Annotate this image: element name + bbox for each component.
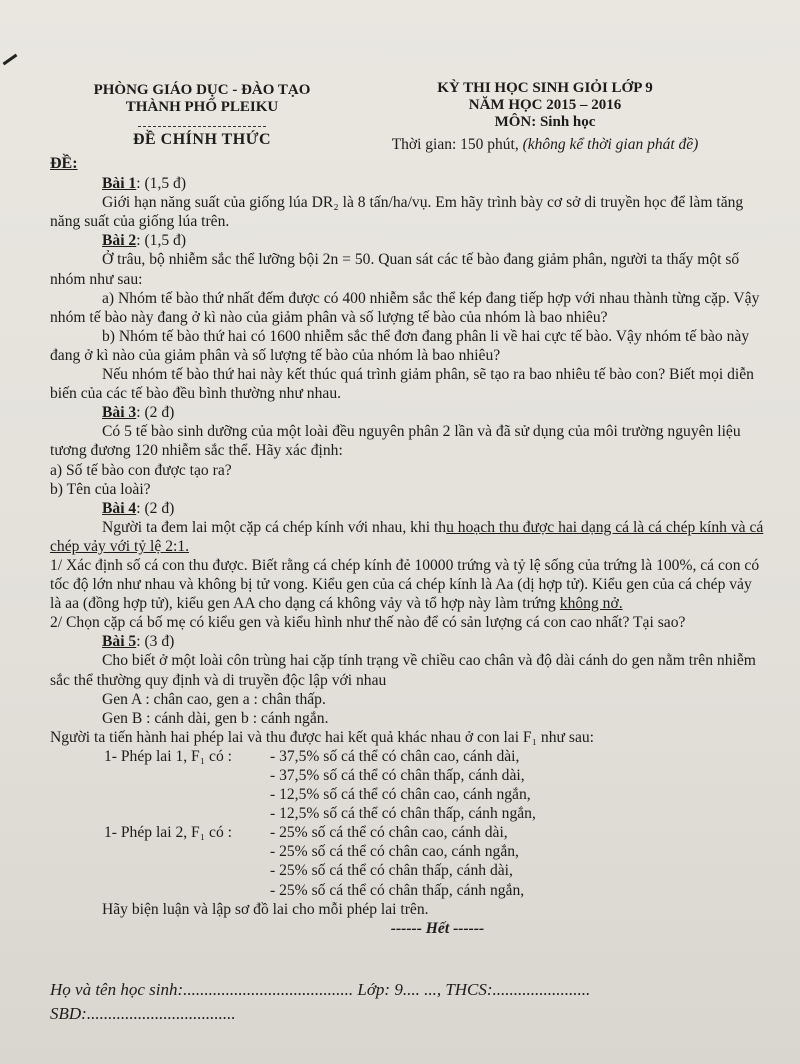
end-mark: ------ Hết ------ — [390, 919, 485, 937]
cross2-item: - 25% số cá thể có chân thấp, cánh dài, — [270, 862, 513, 880]
bai3-b: b) Tên của loài? — [50, 480, 151, 498]
bai4-q2: 2/ Chọn cặp cá bố mẹ có kiểu gen và kiểu hình như thế nào để có sản lượng cá con cao nhất? Tại sao? — [50, 614, 686, 632]
student-info — [50, 978, 790, 1026]
cross2-items — [270, 823, 765, 899]
header-divider — [138, 126, 266, 127]
bai2-b: b) Nhóm tế bào thứ hai có 1600 nhiễm sắc thể đơn đang phân li về hai cực tế bào. Vậy nhóm tế bào này đang ở kì nào của giảm phân và số lượng tế bào của nhóm là bao nhiêu? — [50, 327, 750, 364]
bai2-c: Nếu nhóm tế bào thứ hai này kết thúc quá trình giảm phân, sẽ tạo ra bao nhiêu tế bào con? Biết mọi diễn biến của các tế bào đều bình thường như nhau. — [50, 366, 754, 403]
bai5-closing: Hãy biện luận và lập sơ đồ lai cho mỗi phép lai trên. — [102, 900, 429, 918]
bai3-title: Bài 3 — [102, 404, 137, 422]
subject: MÔN: Sinh học — [494, 114, 596, 130]
bai5-title: Bài 5 — [102, 633, 137, 651]
bai4-intro — [50, 518, 765, 556]
cross2-results — [50, 823, 765, 899]
bai5-gen-a: Gen A : chân cao, gen a : chân thấp. — [102, 690, 326, 708]
school-year: NĂM HỌC 2015 – 2016 — [468, 97, 622, 113]
bai5-intro: Cho biết ở một loài côn trùng hai cặp tính trạng về chiều cao chân và độ dài cánh do gen nằm trên nhiễm sắc thể thường quy định và di truyền độc lập với nhau — [50, 652, 756, 689]
bai4-q1-text: 1/ Xác định số cá con thu được. Biết rằng cá chép kính đẻ 10000 trứng và tỷ lệ sống của trứng là 100%, cá con có tốc độ lớn như nhau và không bị tử vong. Kiểu gen của cá chép kính là Aa (dị hợp tử). Kiểu gen của cá chép vảy là aa (đồng hợp tử), kiểu gen AA cho dạng cá không vảy và tổ hợp này làm trứng — [50, 556, 760, 613]
bai4-q1 — [50, 556, 765, 613]
bai2-heading — [50, 231, 765, 250]
cross1-results — [50, 747, 765, 823]
de-label: ĐỀ: — [50, 155, 78, 172]
exam-title: KỲ THI HỌC SINH GIỎI LỚP 9 — [437, 80, 653, 96]
bai3-points: : (2 đ) — [136, 404, 175, 422]
time-limit — [370, 136, 720, 153]
time-note: (không kể thời gian phát đề) — [522, 136, 699, 153]
header-left — [86, 82, 318, 148]
bai4-intro-underlined: u hoạch thu được hai dạng cá là cá chép kính và cá chép vảy với tỷ lệ 2:1. — [50, 518, 764, 555]
cross2-item: - 25% số cá thể có chân cao, cánh ngắn, — [270, 843, 519, 861]
bai2-a: a) Nhóm tế bào thứ nhất đếm được có 400 nhiễm sắc thể kép đang tiếp hợp với nhau thành từng cặp. Vậy nhóm tế bào này đang ở kì nào của giảm phân và số lượng tế bào của nhóm là bao nhiêu? — [50, 289, 760, 326]
official-label: ĐỀ CHÍNH THỨC — [132, 131, 272, 148]
bai2-intro: Ở trâu, bộ nhiễm sắc thể lưỡng bội 2n = 50. Quan sát các tế bào đang giảm phân, người ta thấy một số nhóm như sau: — [50, 251, 740, 288]
bai4-intro-plain: Người ta đem lai một cặp cá chép kính với nhau, khi th — [102, 518, 447, 536]
bai4-points: : (2 đ) — [136, 499, 175, 517]
bai5-points: : (3 đ) — [136, 633, 175, 651]
bai3-heading — [50, 403, 765, 422]
cross1-item: - 37,5% số cá thể có chân thấp, cánh dài, — [270, 767, 525, 784]
bai4-title: Bài 4 — [102, 499, 137, 517]
exam-body — [50, 154, 765, 953]
bai2-title: Bài 2 — [102, 232, 137, 250]
cross1-item: - 12,5% số cá thể có chân thấp, cánh ngắn, — [270, 805, 536, 823]
cross1-item: - 12,5% số cá thể có chân cao, cánh ngắn, — [270, 786, 531, 804]
bai5-heading — [50, 632, 765, 651]
city-name: THÀNH PHỐ PLEIKU — [125, 99, 279, 115]
cross2-label: 1- Phép lai 2, F₁ có : — [104, 824, 233, 842]
header-right — [370, 80, 720, 153]
time-label: Thời gian: 150 phút, — [391, 136, 523, 153]
bai4-q1-underlined: không nở. — [559, 595, 623, 613]
bai3-a: a) Số tế bào con được tạo ra? — [50, 461, 232, 479]
bai4-heading — [50, 499, 765, 518]
cross2-item: - 25% số cá thể có chân thấp, cánh ngắn, — [270, 881, 525, 899]
bai1-heading — [50, 174, 765, 193]
department-name: PHÒNG GIÁO DỤC - ĐÀO TẠO — [93, 82, 311, 98]
pen-mark — [3, 54, 18, 66]
sbd-line: SBD:................................... — [50, 1004, 236, 1023]
cross1-item: - 37,5% số cá thể có chân cao, cánh dài, — [270, 747, 520, 765]
bai2-points: : (1,5 đ) — [136, 232, 187, 250]
cross1-items — [270, 747, 765, 823]
cross2-item: - 25% số cá thể có chân cao, cánh dài, — [270, 824, 508, 842]
bai1-points: : (1,5 đ) — [136, 175, 187, 193]
student-name-line: Họ và tên học sinh:........................................ Lớp: 9.... ..., THCS:....................... — [50, 980, 591, 999]
bai5-lead: Người ta tiến hành hai phép lai và thu được hai kết quả khác nhau ở con lai F₁ như sau: — [50, 728, 594, 746]
bai1-title: Bài 1 — [102, 175, 137, 193]
bai3-intro: Có 5 tế bào sinh dưỡng của một loài đều nguyên phân 2 lần và đã sử dụng của môi trường nguyên liệu tương đương 120 nhiễm sắc thể. Hãy xác định: — [50, 423, 741, 460]
cross1-label: 1- Phép lai 1, F₁ có : — [104, 747, 233, 765]
bai5-gen-b: Gen B : cánh dài, gen b : cánh ngắn. — [102, 709, 329, 727]
bai1-text: Giới hạn năng suất của giống lúa DR₂ là 8 tấn/ha/vụ. Em hãy trình bày cơ sở di truyền học để làm tăng năng suất của giống lúa trên. — [50, 194, 744, 231]
